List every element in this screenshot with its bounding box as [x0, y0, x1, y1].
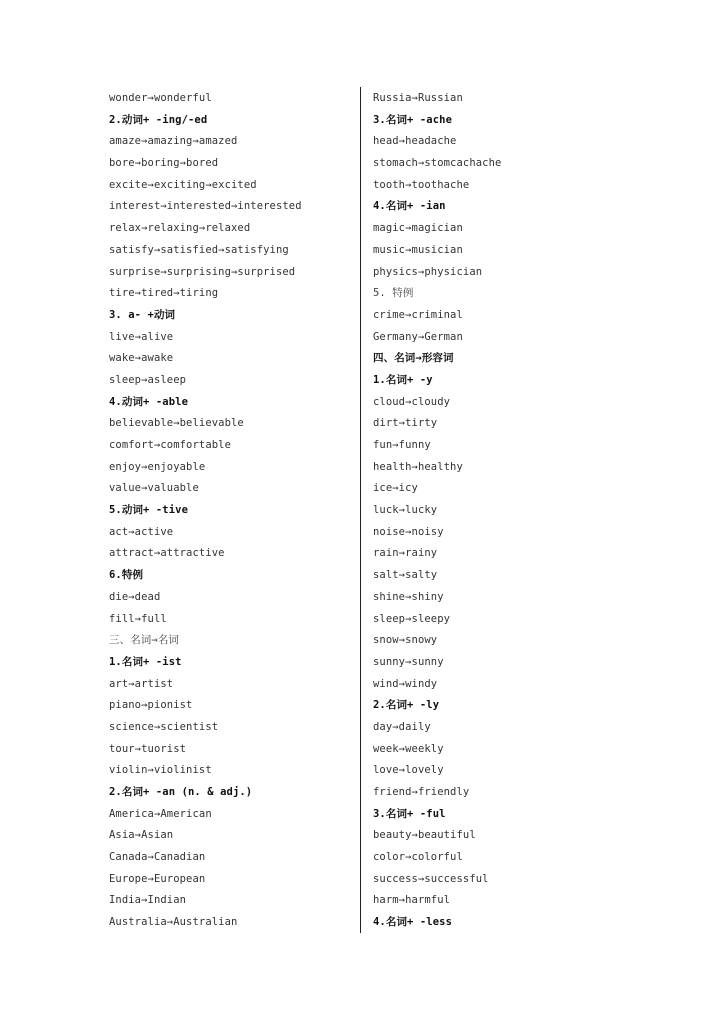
word-pair: die→dead — [109, 590, 161, 603]
section-heading: 3.名词+ -ful — [373, 807, 446, 820]
word-pair: tooth→toothache — [373, 178, 470, 191]
word-pair: satisfy→satisfied→satisfying — [109, 243, 289, 256]
word-pair: act→active — [109, 525, 174, 538]
word-pair: Asia→Asian — [109, 829, 174, 842]
word-pair: day→daily — [373, 720, 431, 733]
word-pair: stomach→stomcachache — [373, 157, 502, 170]
section-heading: 4.名词+ -less — [373, 916, 452, 929]
word-pair: crime→criminal — [373, 308, 463, 321]
section-heading: 6.特例 — [109, 569, 144, 582]
word-pair: dirt→tirty — [373, 417, 438, 430]
word-pair: ice→icy — [373, 482, 418, 495]
word-pair: rain→rainy — [373, 547, 438, 560]
word-pair: Australia→Australian — [109, 916, 238, 929]
word-pair: snow→snowy — [373, 634, 438, 647]
word-pair: bore→boring→bored — [109, 157, 219, 170]
word-pair: interest→interested→interested — [109, 200, 302, 213]
word-pair: physics→physician — [373, 265, 483, 278]
section-title: 三、名词→名词 — [109, 634, 180, 647]
word-pair: violin→violinist — [109, 764, 212, 777]
word-pair: friend→friendly — [373, 786, 470, 798]
section-title: 5. 特例 — [373, 287, 414, 300]
word-pair: comfort→comfortable — [109, 439, 232, 451]
section-heading: 4.动词+ -able — [109, 395, 188, 408]
column-divider — [360, 87, 361, 933]
word-pair: excite→exciting→excited — [109, 178, 257, 191]
word-pair: surprise→surprising→surprised — [109, 265, 296, 278]
word-pair: shine→shiny — [373, 590, 444, 603]
section-heading: 2.名词+ -ly — [373, 699, 440, 712]
word-pair: sleep→asleep — [109, 373, 187, 386]
word-pair: sleep→sleepy — [373, 612, 451, 625]
section-heading: 5.动词+ -tive — [109, 504, 188, 517]
section-heading: 四、名词→形容词 — [373, 352, 454, 365]
word-pair: noise→noisy — [373, 525, 444, 538]
section-heading: 3.名词+ -ache — [373, 113, 452, 126]
left-column — [109, 88, 354, 934]
word-pair: art→artist — [109, 677, 174, 690]
word-pair: believable→believable — [109, 417, 244, 430]
word-pair: live→alive — [109, 330, 174, 343]
section-heading: 1.名词+ -y — [373, 373, 433, 386]
word-pair: success→successful — [373, 872, 489, 885]
word-pair: beauty→beautiful — [373, 829, 476, 842]
word-pair: tour→tuorist — [109, 742, 187, 755]
word-pair: sunny→sunny — [373, 655, 444, 668]
word-pair: magic→magician — [373, 222, 463, 235]
section-heading: 3. a- +动词 — [109, 308, 176, 321]
word-pair: head→headache — [373, 135, 457, 148]
word-pair: enjoy→enjoyable — [109, 460, 206, 473]
word-pair: color→colorful — [373, 851, 463, 864]
section-heading: 4.名词+ -ian — [373, 200, 446, 213]
word-pair: salt→salty — [373, 569, 438, 582]
word-pair: piano→pionist — [109, 699, 193, 712]
word-pair: harm→harmful — [373, 894, 451, 907]
word-pair: America→American — [109, 807, 212, 820]
word-pair: Canada→Canadian — [109, 851, 206, 864]
word-pair: India→Indian — [109, 894, 187, 907]
word-pair: Europe→European — [109, 872, 206, 885]
section-heading: 2.动词+ -ing/-ed — [109, 113, 208, 126]
word-pair: cloud→cloudy — [373, 395, 451, 408]
word-pair: wonder→wonderful — [109, 92, 212, 104]
word-pair: wind→windy — [373, 677, 438, 690]
word-pair: amaze→amazing→amazed — [109, 135, 238, 148]
section-heading: 2.名词+ -an (n. & adj.) — [109, 786, 253, 798]
word-pair: love→lovely — [373, 764, 444, 777]
word-pair: wake→awake — [109, 352, 174, 365]
word-pair: music→musician — [373, 243, 463, 256]
word-pair: fill→full — [109, 612, 167, 625]
word-pair: Russia→Russian — [373, 92, 463, 104]
word-pair: week→weekly — [373, 742, 444, 755]
word-pair: tire→tired→tiring — [109, 287, 219, 300]
word-pair: fun→funny — [373, 439, 431, 451]
word-pair: relax→relaxing→relaxed — [109, 222, 251, 235]
right-column — [373, 88, 673, 934]
section-heading: 1.名词+ -ist — [109, 655, 182, 668]
word-pair: science→scientist — [109, 720, 219, 733]
word-pair: value→valuable — [109, 482, 199, 495]
word-pair: attract→attractive — [109, 547, 225, 560]
word-pair: Germany→German — [373, 330, 463, 343]
word-pair: health→healthy — [373, 460, 463, 473]
word-pair: luck→lucky — [373, 504, 438, 517]
